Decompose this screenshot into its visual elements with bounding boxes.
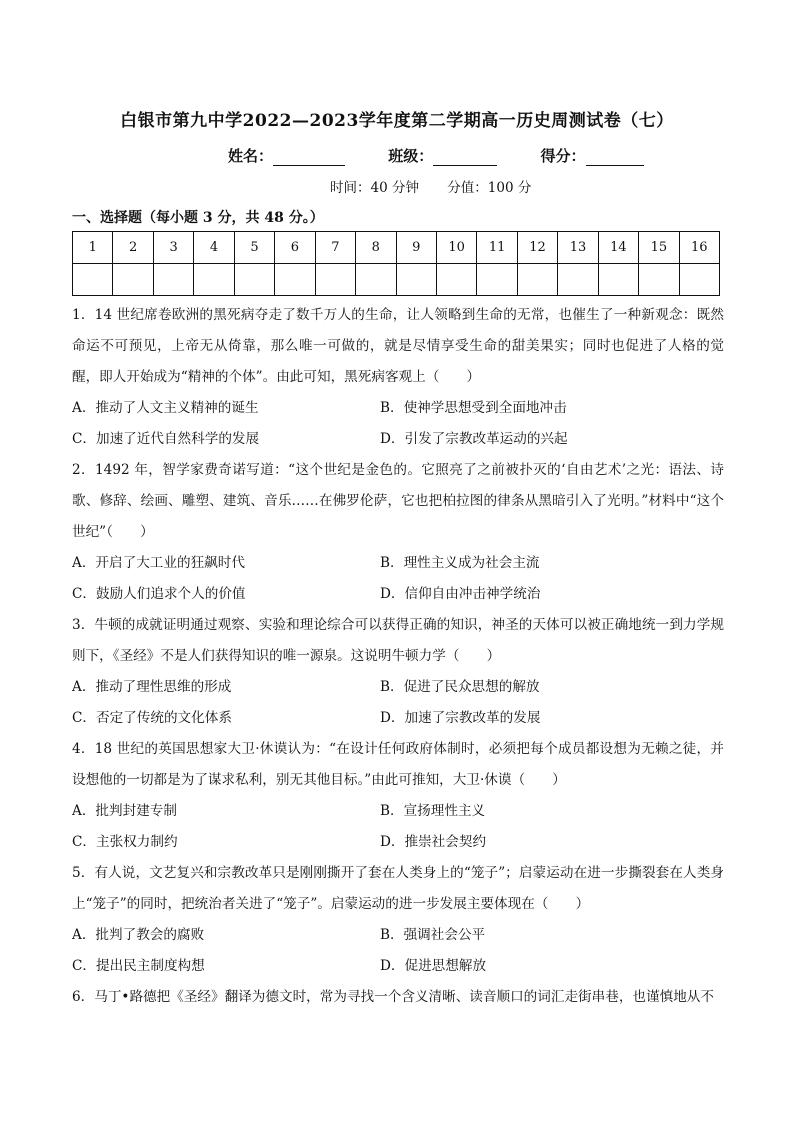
- exam-meta-row: [330, 176, 555, 196]
- answer-option[interactable]: C．加速了近代自然科学的发展: [72, 431, 260, 447]
- answer-option[interactable]: D．推崇社会契约: [380, 834, 487, 850]
- answer-input-cell[interactable]: [598, 264, 638, 296]
- option-row: [72, 703, 724, 734]
- answer-option[interactable]: B．强调社会公平: [380, 927, 486, 943]
- name-label: 姓名：: [228, 147, 274, 165]
- question-text: 4．18 世纪的英国思想家大卫·休谟认为：“在设计任何政府体制时，必须把每个成员都设想为无赖之徒，并设想他的一切都是为了谋求私利，别无其他目标。”由此可推知，大卫·休谟（ ）: [72, 741, 724, 788]
- question-block: [72, 982, 724, 1013]
- answer-option[interactable]: B．宣扬理性主义: [380, 803, 486, 819]
- answer-option[interactable]: C．主张权力制约: [72, 834, 178, 850]
- answer-input-cell[interactable]: [73, 264, 113, 296]
- answer-number-cell: 4: [194, 232, 234, 264]
- class-field: [388, 145, 497, 166]
- answer-option[interactable]: A．推动了人文主义精神的诞生: [72, 400, 259, 416]
- option-row: [72, 951, 724, 982]
- option-row: [72, 920, 724, 951]
- answer-input-cell[interactable]: [194, 264, 234, 296]
- answer-number-cell: 11: [477, 232, 517, 264]
- answer-option[interactable]: B．理性主义成为社会主流: [380, 555, 540, 571]
- option-row: [72, 548, 724, 579]
- answer-blank-row: [73, 264, 720, 296]
- section-title: 一、选择题（每小题 3 分，共 48 分。）: [72, 210, 324, 226]
- score-blank[interactable]: [586, 151, 644, 166]
- answer-option[interactable]: D．信仰自由冲击神学统治: [380, 586, 541, 602]
- answer-option[interactable]: C．否定了传统的文化体系: [72, 710, 232, 726]
- answer-input-cell[interactable]: [234, 264, 274, 296]
- class-blank[interactable]: [433, 151, 497, 166]
- answer-option[interactable]: A．推动了理性思维的形成: [72, 679, 232, 695]
- answer-option[interactable]: C．提出民主制度构想: [72, 958, 205, 974]
- answer-number-cell: 7: [315, 232, 355, 264]
- answer-option[interactable]: D．促进思想解放: [380, 958, 487, 974]
- question-text: 5．有人说，文艺复兴和宗教改革只是刚刚撕开了套在人类身上的“笼子”；启蒙运动在进一步撕裂套在人类身上“笼子”的同时，把统治者关进了“笼子”。启蒙运动的进一步发展主要体现在（ ）: [72, 865, 724, 912]
- answer-number-cell: 1: [73, 232, 113, 264]
- question-block: [72, 610, 724, 734]
- answer-option[interactable]: B．使神学思想受到全面地冲击: [380, 400, 567, 416]
- answer-option[interactable]: D．引发了宗教改革运动的兴起: [380, 431, 568, 447]
- name-blank[interactable]: [273, 151, 345, 166]
- answer-option[interactable]: A．开启了大工业的狂飙时代: [72, 555, 245, 571]
- answer-option[interactable]: B．促进了民众思想的解放: [380, 679, 540, 695]
- score-label: 得分：: [540, 147, 586, 165]
- answer-number-row: [73, 232, 720, 264]
- option-row: [72, 672, 724, 703]
- answer-number-cell: 10: [436, 232, 476, 264]
- question-text: 1．14 世纪席卷欧洲的黑死病夺走了数千万人的生命，让人领略到生命的无常，也催生了一种新观念：既然命运不可预见，上帝无从倚靠，那么唯一可做的，就是尽情享受生命的甜美果实；同时也促进了人格的觉醒，即人开始成为“精神的个体”。由此可知，黑死病客观上（ ）: [72, 307, 724, 385]
- answer-option[interactable]: C．鼓励人们追求个人的价值: [72, 586, 246, 602]
- answer-input-cell[interactable]: [436, 264, 476, 296]
- answer-option[interactable]: D．加速了宗教改革的发展: [380, 710, 541, 726]
- question-text: 2．1492 年，智学家费奇诺写道：“这个世纪是金色的。它照亮了之前被扑灭的‘自由艺术’之光：语法、诗歌、修辞、绘画、雕塑、建筑、音乐……在佛罗伦萨，它也把柏拉图的律条从黑暗引入了光明。”材料中“这个世纪”（ ）: [72, 462, 724, 540]
- answer-input-cell[interactable]: [558, 264, 598, 296]
- question-block: [72, 455, 724, 610]
- answer-table: [72, 231, 720, 296]
- answer-input-cell[interactable]: [113, 264, 153, 296]
- answer-input-cell[interactable]: [153, 264, 193, 296]
- name-field: [228, 145, 345, 166]
- answer-number-cell: 14: [598, 232, 638, 264]
- answer-number-cell: 3: [153, 232, 193, 264]
- answer-input-cell[interactable]: [477, 264, 517, 296]
- answer-input-cell[interactable]: [396, 264, 436, 296]
- answer-number-cell: 16: [679, 232, 719, 264]
- answer-number-cell: 15: [639, 232, 679, 264]
- exam-time: 时间：40 分钟: [330, 180, 419, 196]
- exam-value: 分值：100 分: [447, 180, 532, 196]
- option-row: [72, 827, 724, 858]
- option-row: [72, 424, 724, 455]
- student-info-row: [228, 145, 644, 166]
- question-block: [72, 734, 724, 858]
- answer-input-cell[interactable]: [679, 264, 719, 296]
- answer-input-cell[interactable]: [356, 264, 396, 296]
- answer-input-cell[interactable]: [639, 264, 679, 296]
- answer-number-cell: 6: [275, 232, 315, 264]
- question-block: [72, 300, 724, 455]
- exam-title: 白银市第九中学2022—2023学年度第二学期高一历史周测试卷（七）: [120, 111, 674, 131]
- answer-number-cell: 9: [396, 232, 436, 264]
- answer-input-cell[interactable]: [315, 264, 355, 296]
- question-block: [72, 858, 724, 982]
- question-list: [72, 300, 724, 1013]
- option-row: [72, 796, 724, 827]
- question-text: 3．牛顿的成就证明通过观察、实验和理论综合可以获得正确的知识，神圣的天体可以被正确地统一到力学规则下，《圣经》不是人们获得知识的唯一源泉。这说明牛顿力学（ ）: [72, 617, 724, 664]
- answer-option[interactable]: A．批判封建专制: [72, 803, 177, 819]
- answer-input-cell[interactable]: [275, 264, 315, 296]
- answer-option[interactable]: A．批判了教会的腐败: [72, 927, 205, 943]
- option-row: [72, 393, 724, 424]
- option-row: [72, 579, 724, 610]
- class-label: 班级：: [388, 147, 434, 165]
- answer-number-cell: 8: [356, 232, 396, 264]
- question-text: 6．马丁•路德把《圣经》翻译为德文时，常为寻找一个含义清晰、读音顺口的词汇走街串巷，也谨慎地从不: [72, 989, 714, 1005]
- answer-number-cell: 13: [558, 232, 598, 264]
- answer-number-cell: 12: [517, 232, 557, 264]
- answer-number-cell: 5: [234, 232, 274, 264]
- score-field: [541, 145, 644, 166]
- answer-input-cell[interactable]: [517, 264, 557, 296]
- answer-number-cell: 2: [113, 232, 153, 264]
